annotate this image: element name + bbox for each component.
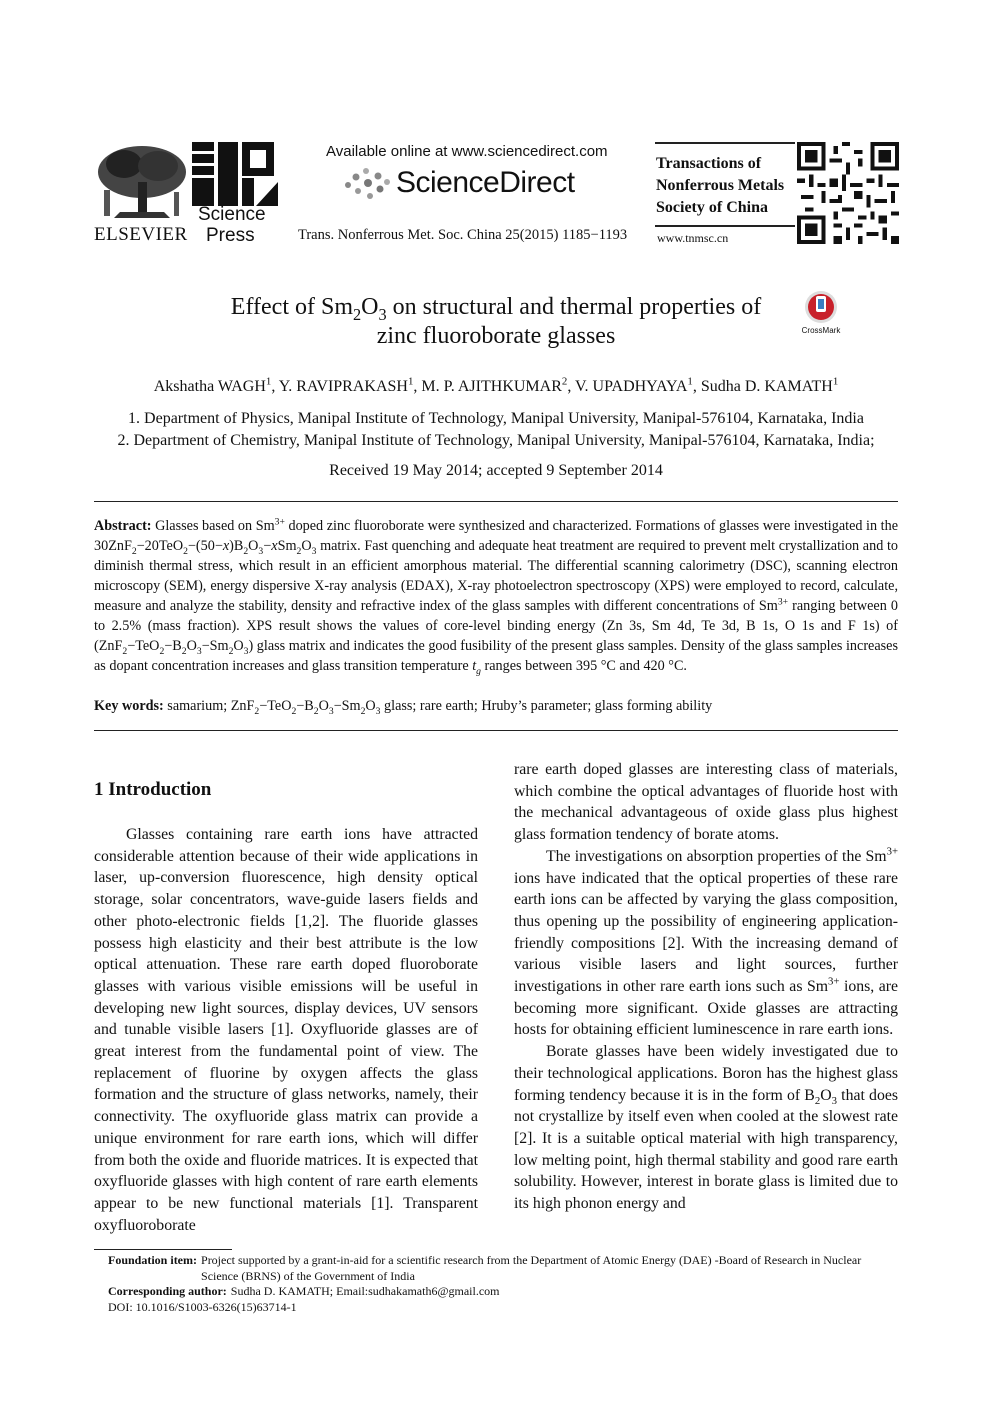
science-press-mark-icon xyxy=(192,142,278,206)
elsevier-logo xyxy=(94,142,190,244)
sciencedirect-available-text[interactable]: Available online at www.sciencedirect.com xyxy=(326,143,608,160)
doi[interactable]: DOI: 10.1016/S1003-6326(15)63714-1 xyxy=(108,1299,297,1314)
journal-masthead xyxy=(655,142,895,248)
abstract-rule-bottom xyxy=(94,730,898,731)
science-press-line1: Science xyxy=(198,204,266,225)
journal-url[interactable]: www.tnmsc.cn xyxy=(657,231,729,245)
journal-reference: Trans. Nonferrous Met. Soc. China 25(2015) 1185−1193 xyxy=(298,227,628,243)
paragraph: rare earth doped glasses are interesting class of materials, which combine the optical advantages of fluoride host with the mechanical advantageous of oxide glass plus highest glass formation tendency of borate atoms. xyxy=(514,761,898,844)
paragraph: Glasses containing rare earth ions have attracted considerable attention because of their wide applications in laser, up-conversion fluorescence, high density optical storage, solar concentrators, wave-guide lasers fields and other photo-electronic fields [1,2]. The fluoride glasses possess high elasticity and their best attribute is the low optical attenuation. These rare earth doped fluoroborate glasses with various visible emissions will be useful in developing new light sources, display devices, UV sensors and tunable visible lasers [1]. Oxyfluoride glasses are of great interest from the fundamental point of view. The replacement of fluorine by oxygen affects the glass formation and the structure of glass networks, namely, their connectivity. The oxyfluoride glass matrix can provide a unique environment for rare earth ions, which will differ from both the oxide and fluoride matrices. It is expected that oxyfluoride glasses with high content of rare earth elements appear to be new functional materials [1]. Transparent oxyfluoroborate xyxy=(94,826,478,1234)
paragraph: Borate glasses have been widely investigated due to their technological applications. Boron has the highest glass forming tendency because it is in the form of $B_2O_3$ that does not crystallize by itself even when cooled at the slowest rate [2]. It is a suitable optical material with high transparency, low melting point, high thermal stability and good rare earth solubility. However, interest in borate glass is limited due to its high phonon energy and xyxy=(514,1043,899,1213)
elsevier-wordmark: ELSEVIER xyxy=(94,224,188,245)
footnote-rule xyxy=(94,1249,232,1250)
foundation-footnote: Foundation item: Project supported by a grant-in-aid for a scientific research from the Department of Atomic Energy (DAE) -Board of Research in Nuclear Science (BRNS) of the Government of India xyxy=(108,1253,862,1283)
received-dates: Received 19 May 2014; accepted 9 September 2014 xyxy=(329,462,663,479)
left-column xyxy=(94,824,478,1236)
author-name: Akshatha WAGH xyxy=(153,378,266,395)
crossmark-label: CrossMark xyxy=(801,326,841,335)
author-name: Sudha D. KAMATH xyxy=(700,378,833,395)
paper-title: Effect of $Sm_2O_3$ on structural and thermal properties of zinc fluoroborate glasses xyxy=(230,294,762,349)
right-column xyxy=(514,759,898,1215)
science-press-logo xyxy=(192,142,282,244)
author-name: Y. RAVIPRAKASH xyxy=(278,378,408,395)
masthead-rule-top xyxy=(655,142,795,144)
elsevier-tree-icon xyxy=(94,142,190,222)
affiliation-2: 2. Department of Chemistry, Manipal Institute of Technology, Manipal University, Manipal-576104, Karnataka, India; xyxy=(117,432,875,449)
paragraph: The investigations on absorption properties of the $Sm^{3+}$ ions have indicated that the optical properties of these rare earth ions can be affected by varying the glass composition, thus opening up the possibility of engineering application-friendly compositions [2]. With the increasing demand of various visible lasers and light sources, further investigations in other rare earth ions such as $Sm^{3+}$ ions, are becoming more significant. Oxide glasses are attracting hosts for obtaining efficient luminescence in rare earth ions. xyxy=(514,845,898,1039)
author-name: V. UPADHYAYA xyxy=(575,378,688,395)
affiliation-1: 1. Department of Physics, Manipal Institute of Technology, Manipal University, Manipal-576104, Karnataka, India xyxy=(128,410,864,427)
abstract: Abstract: Glasses based on $Sm^{3+}$ doped zinc fluoroborate were synthesized and characterized. Formations of glasses were investigated in the $30ZnF_2-20TeO_2-(50-x)B_2O_3-xSm_2O_3$ matrix. Fast quenching and adequate heat treatment are required to prevent melt crystallization and to diminish thermal stress, which result in an efficient amorphous material. The differential scanning calorimetry (DSC), scanning electron microscopy (SEM), energy dispersive X-ray analysis (EDAX), X-ray photoelectron spectroscopy (XPS) were employed to record, calculate, measure and analyze the stability, density and refractive index of the glass samples with different concentrations of $Sm^{3+}$ ranging between 0 to 2.5% (mass fraction). XPS result shows the values of core-level binding energy (Zn 3s, Sm 4d, Te 3d, B 1s, O 1s and F 1s) of $(ZnF_2-TeO_2-B_2O_3-Sm_2O_3)$ glass matrix and indicates the good fusibility of the present glass samples. Density of the glass samples increases as dopant concentration increases and glass transition temperature $t_g$ ranges between 395 °C and 420 °C. xyxy=(94,516,898,677)
section-heading: 1 Introduction xyxy=(94,779,212,800)
sciencedirect-dots-icon xyxy=(340,165,392,203)
footnotes xyxy=(108,1253,898,1315)
sciencedirect-wordmark: ScienceDirect xyxy=(396,166,575,199)
crossmark-badge[interactable] xyxy=(798,290,844,340)
abstract-rule-top xyxy=(94,501,898,502)
crossmark-icon xyxy=(798,290,844,326)
masthead-rule-bottom xyxy=(655,225,795,227)
science-press-line2: Press xyxy=(206,225,255,246)
author-list: Akshatha WAGH$^1$, Y. RAVIPRAKASH$^1$, M. P. AJITHKUMAR$^2$, V. UPADHYAYA$^1$, Sudha D. KAMATH$^1$ xyxy=(153,375,839,395)
author-name: M. P. AJITHKUMAR xyxy=(421,378,562,395)
corresponding-author-footnote: Corresponding author: Sudha D. KAMATH; Email:sudhakamath6@gmail.com xyxy=(108,1284,500,1298)
qr-code-icon xyxy=(797,142,899,244)
keywords: Key words: samarium; $ZnF_2-TeO_2-B_2O_3-Sm_2O_3$ glass; rare earth; Hruby’s parameter; glass forming ability xyxy=(94,698,713,717)
journal-title: Transactions of Nonferrous Metals Society of China xyxy=(656,155,785,216)
